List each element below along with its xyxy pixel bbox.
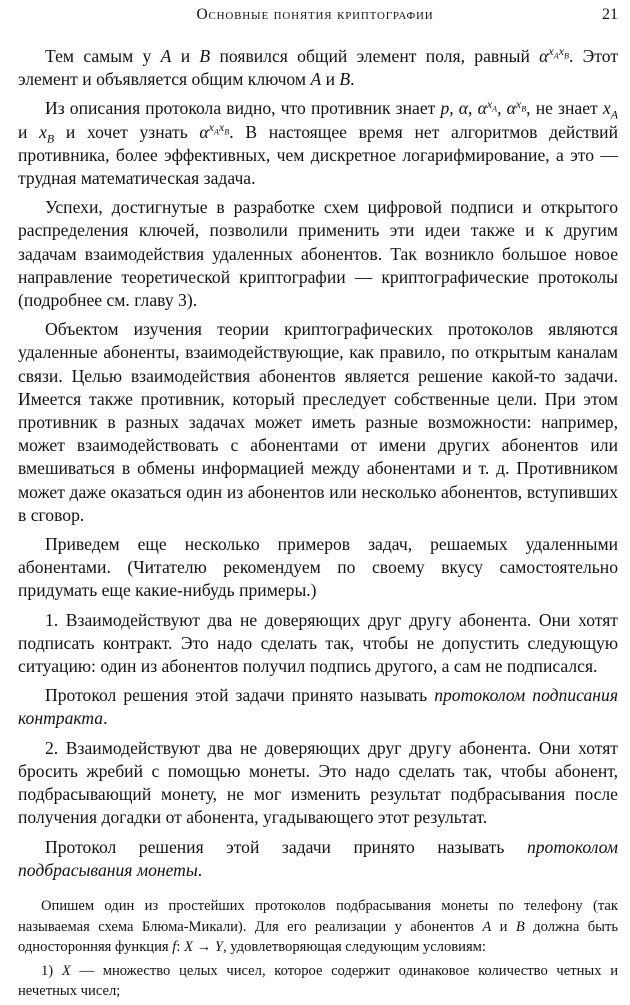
- paragraph-5: Приведем еще несколько примеров задач, решаемых удаленными абонентами. (Читателю рекомендуем по своему вкусу самостоятельно придумать еще какие-нибудь примеры.): [18, 534, 618, 601]
- formula-shared-key: $\alpha^{x_Ax_B}$: [539, 44, 569, 66]
- page-header: [0, 6, 630, 28]
- paragraph-1: Тем самым у A и B появился общий элемент поля, равный $\alpha^{x_Ax_B}$. Этот элемент и объявляется общим ключом A и B.: [18, 44, 619, 90]
- paragraph-2: Из описания протокола видно, что противник знает p, α, $\alpha^{x_A}$, $\alpha^{x_B}$, не знает $x_A$ и $x_B$ и хочет узнать $\alpha^{x_Ax_B}$. В настоящее время нет алгоритмов действий противника, более эффективных, чем дискретное логарифмирование, а это — трудная математическая задача.: [18, 96, 618, 189]
- paragraph-6: 1. Взаимодействуют два не доверяющих друг другу абонента. Они хотят подписать контракт. Это надо сделать так, чтобы не допустить следующую ситуацию: один из абонентов получил подпись другого, а сам не подписался.: [18, 609, 618, 677]
- paragraph-9: Протокол решения этой задачи принято называть протоколом подбрасывания монеты.: [18, 836, 618, 880]
- small-paragraph-2: 1) X — множество целых чисел, которое содержит одинаковое количество четных и нечетных чисел;: [18, 962, 619, 1000]
- small-paragraph-1: Опишем один из простейших протоколов подбрасывания монеты по телефону (так называемая схема Блюма-Микали). Для его реализации у абонентов A и B должна быть односторонняя функция f: X → Y, удовлетворяющая следующим условиям:: [18, 897, 618, 956]
- paragraph-4: Объектом изучения теории криптографических протоколов являются удаленные абоненты, взаимодействующие, как правило, по открытым каналам связи. Целью взаимодействия абонентов является решение какой-то задачи. Имеется также противник, который преследует собственные цели. При этом противник в разных задачах может иметь разные возможности: например, может взаимодействовать с абонентами от имени других абонентов или вмешиваться в обмены информацией между абонентами и т. д. Противником может даже оказаться один из абонентов или несколько абонентов, вступивших в сговор.: [18, 319, 618, 525]
- term-coin-flipping: протоколом подбрасывания монеты: [18, 836, 618, 880]
- paragraph-3: Успехи, достигнутые в разработке схем цифровой подписи и открытого распределения ключей, позволили применить эти идеи также и к другим задачам взаимодействия удаленных абонентов. Так возникло большое новое направление теоретической криптографии — криптографические протоколы (подробнее см. главу 3).: [18, 197, 618, 311]
- running-title: Основные понятия криптографии: [196, 6, 434, 23]
- formula-known-values: p, α, $\alpha^{x_A}$, $\alpha^{x_B}$: [440, 96, 527, 119]
- main-text: [18, 45, 618, 882]
- paragraph-7: Протокол решения этой задачи принято называть протоколом подписания контракта.: [18, 685, 618, 729]
- paragraph-8: 2. Взаимодействуют два не доверяющих друг другу абонента. Они хотят бросить жребий с помощью монеты. Это надо сделать так, чтобы абонент, подбрасывающий монету, не мог изменить результат подбрасывания после получения догадки от абонента, угадывающего этот результат.: [18, 737, 618, 828]
- term-contract-signing: протоколом подписания контракта: [18, 685, 618, 729]
- page-body: [18, 45, 618, 1005]
- small-print-text: [18, 896, 618, 1002]
- page-number: 21: [602, 6, 618, 23]
